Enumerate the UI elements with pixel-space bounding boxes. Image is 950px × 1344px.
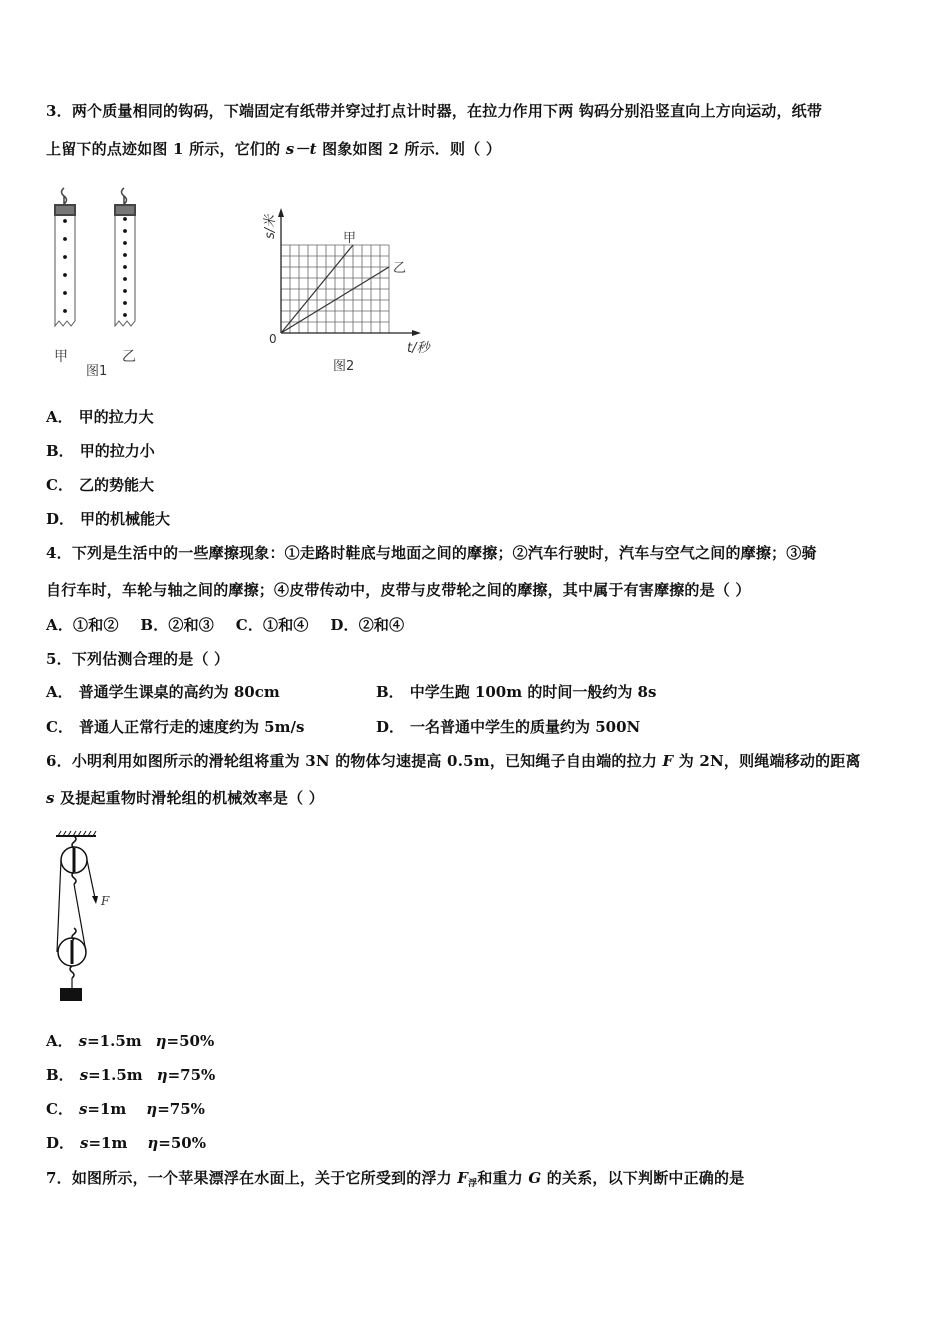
eta-value: =75% (167, 1066, 216, 1084)
graph-grid (281, 245, 389, 333)
q5-option-c[interactable] (46, 717, 304, 737)
q6-distance-variable: s (46, 789, 55, 807)
eta-value: =50% (158, 1134, 206, 1152)
option-text: 普通人正常行走的速度约为 5m/s (78, 718, 305, 736)
q3-stem-text-end: 图象如图 2 所示．则（ ） (316, 140, 502, 158)
q3-stem-line2 (46, 139, 501, 159)
eta-variable: η (146, 1100, 158, 1118)
eta-value: =50% (166, 1032, 215, 1050)
option-text: 甲的拉力小 (79, 442, 155, 460)
q4-stem-line2: 自行车时，车轮与轴之间的摩擦；④皮带传动中，皮带与皮带轮之间的摩擦，其中属于有害摩擦的是（ ） (46, 581, 751, 599)
q6-option-c[interactable] (46, 1099, 205, 1119)
q7-stem-text-end: 的关系，以下判断中正确的是 (541, 1169, 745, 1187)
s-value: =1.5m (87, 1032, 142, 1050)
q5-option-a[interactable] (46, 682, 280, 702)
q5-option-b[interactable] (376, 682, 656, 702)
option-letter: D． (376, 718, 405, 736)
gravity-variable: G (528, 1169, 542, 1187)
q3-figure2-st-graph (255, 205, 445, 374)
q6-stem-line2 (46, 788, 324, 808)
tape-label-jia: 甲 (54, 349, 68, 365)
q5-option-d[interactable] (376, 717, 640, 737)
option-text: 甲的拉力大 (78, 408, 154, 426)
s-value: =1.5m (88, 1066, 143, 1084)
option-letter: B． (46, 442, 74, 460)
x-axis-label: t/秒 (407, 341, 430, 356)
series-label-yi: 乙 (393, 261, 407, 276)
buoyant-subscript: 浮 (468, 1179, 478, 1189)
option-letter: C． (46, 1100, 73, 1118)
eta-variable: η (156, 1066, 168, 1084)
q5-stem: 5．下列估测合理的是（ ） (46, 650, 230, 668)
y-axis-label: s/米 (263, 214, 278, 239)
s-value: =1m (88, 1134, 128, 1152)
ticker-tapes-diagram (44, 186, 164, 336)
option-letter: A． (46, 683, 73, 701)
eta-value: =75% (157, 1100, 205, 1118)
q6-stem-text: 6．小明利用如图所示的滑轮组将重为 3N 的物体匀速提高 0.5m，已知绳子自由端的拉力 (46, 752, 663, 770)
q6-stem-text-end: 为 2N，则绳端移动的距离 (673, 752, 861, 770)
option-letter: C． (46, 718, 73, 736)
origin-label: 0 (269, 332, 277, 346)
q6-option-a[interactable] (46, 1031, 214, 1051)
q6-force-variable: F (662, 752, 674, 770)
option-letter: D． (46, 1134, 75, 1152)
s-variable: s (79, 1066, 89, 1084)
eta-variable: η (155, 1032, 167, 1050)
eta-variable: η (147, 1134, 159, 1152)
s-variable: s (78, 1032, 88, 1050)
load-block (60, 988, 82, 1001)
option-text: 中学生跑 100m 的时间一般约为 8s (409, 683, 657, 701)
option-text: 甲的机械能大 (80, 510, 171, 528)
q3-option-c[interactable] (46, 475, 154, 495)
q3-stem-line1: 3．两个质量相同的钩码，下端固定有纸带并穿过打点计时器，在拉力作用下两 钩码分别沿竖直向上方向运动，纸带 (46, 102, 823, 120)
tape-yi (114, 188, 136, 326)
q3-st-variable: s－t (285, 140, 317, 158)
q7-stem-text: 7．如图所示，一个苹果漂浮在水面上，关于它所受到的浮力 (46, 1169, 458, 1187)
q6-option-d[interactable] (46, 1133, 206, 1153)
series-label-jia: 甲 (343, 231, 357, 246)
pulley-system-diagram (48, 828, 138, 1008)
option-letter: B． (376, 683, 404, 701)
q3-option-d[interactable] (46, 509, 170, 529)
figure1-caption: 图1 (86, 364, 108, 379)
figure2-caption: 图2 (333, 359, 355, 374)
option-text: 普通学生课桌的高约为 80cm (78, 683, 280, 701)
option-letter: B． (46, 1066, 74, 1084)
option-letter: C． (46, 476, 73, 494)
q7-stem (46, 1168, 744, 1194)
buoyant-force-variable: F (457, 1169, 469, 1187)
option-text: 一名普通中学生的质量约为 500N (410, 718, 641, 736)
option-text: 乙的势能大 (78, 476, 154, 494)
s-value: =1m (87, 1100, 127, 1118)
tape-jia (54, 188, 76, 326)
q3-option-b[interactable] (46, 441, 155, 461)
q6-stem-line1 (46, 751, 861, 771)
q4-options[interactable]: A．①和② B．②和③ C．①和④ D．②和④ (46, 616, 405, 634)
tape-label-yi: 乙 (122, 349, 136, 365)
q6-stem-text-end: 及提起重物时滑轮组的机械效率是（ ） (54, 789, 324, 807)
q6-option-b[interactable] (46, 1065, 215, 1085)
q6-pulley-figure (48, 828, 138, 1008)
option-letter: A． (46, 1032, 73, 1050)
q3-figure1 (44, 186, 164, 379)
s-variable: s (80, 1134, 89, 1152)
q7-stem-text-mid: 和重力 (477, 1169, 529, 1187)
option-letter: A． (46, 408, 73, 426)
option-letter: D． (46, 510, 75, 528)
force-label: F (101, 894, 110, 908)
q3-stem-text: 上留下的点迹如图 1 所示，它们的 (46, 140, 286, 158)
q4-stem-line1: 4．下列是生活中的一些摩擦现象：①走路时鞋底与地面之间的摩擦；②汽车行驶时，汽车与空气之间的摩擦；③骑 (46, 544, 817, 562)
q3-option-a[interactable] (46, 407, 154, 427)
s-variable: s (78, 1100, 88, 1118)
